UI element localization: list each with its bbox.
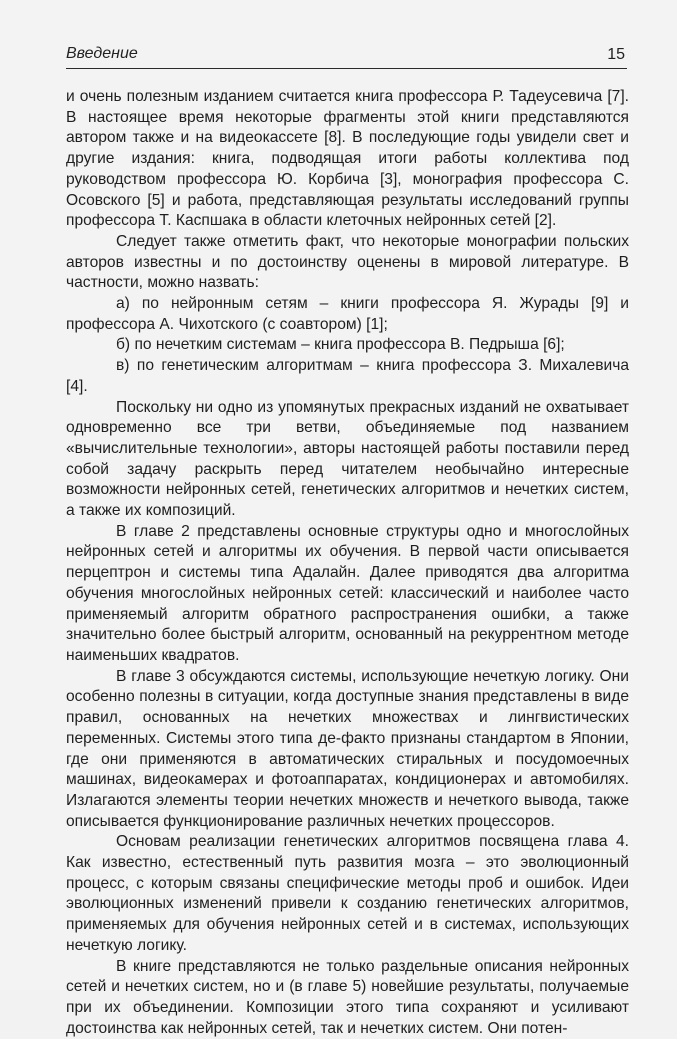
list-item-c: в) по генетическим алгоритмам – книга профессора З. Михалевича [4]. xyxy=(66,357,629,395)
paragraph-aim: Поскольку ни одно из упомянутых прекрасных изданий не охватывает одновременно все три ветви, объединяемые под названием «вычислительные технологии», авторы настоящей работы поставили перед собой задачу раскрыть перед читателем необычайно интересные возможности нейронных сетей, генетических алгоритмов и нечетких систем, а также их композиций. xyxy=(66,398,629,520)
running-header xyxy=(66,42,627,69)
page-number: 15 xyxy=(607,46,625,63)
list-item-b: б) по нечетким системам – книга профессора В. Педрыша [6]; xyxy=(116,336,565,354)
body-text xyxy=(66,87,629,1039)
paragraph-polish-authors: Следует также отметить факт, что некоторые монографии польских авторов известны и по достоинству оценены в мировой литературе. В частности, можно назвать: xyxy=(66,232,629,292)
paragraph-chapter-5: В книге представляются не только раздельные описания нейронных сетей и нечетких систем, но и (в главе 5) новейшие результаты, получаемые при их объединении. Композиции этого типа сохраняют и усиливают достоинства как нейронных сетей, так и нечетких систем. Они потен- xyxy=(66,957,629,1037)
paragraph-chapter-2: В главе 2 представлены основные структуры одно и многослойных нейронных сетей и алгоритмы их обучения. В первой части описывается перцептрон и системы типа Адалайн. Далее приводятся два алгоритма обучения многослойных нейронных сетей: классический и наиболее часто применяемый алгоритм обратного распространения ошибки, а также значительно более быстрый алгоритм, основанный на рекуррентном методе наименьших квадратов. xyxy=(66,522,629,664)
paragraph-chapter-3: В главе 3 обсуждаются системы, использующие нечеткую логику. Они особенно полезны в ситуации, когда доступные знания представлены в виде правил, основанных на нечетких множествах и лингвистических переменных. Системы этого типа де-факто признаны стандартом в Японии, где они применяются в автоматических стиральных и посудомоечных машинах, видеокамерах и фотоаппаратах, кондиционерах и автомобилях. Излагаются элементы теории нечетких множеств и нечеткого вывода, также описывается функционирование различных нечетких процессоров. xyxy=(66,667,629,830)
paragraph-continuation: и очень полезным изданием считается книга профессора Р. Тадеусевича [7]. В настоящее время некоторые фрагменты этой книги представляются автором также и на видеокассете [8]. В последующие годы увидели свет и другие издания: книга, подводящая итоги работы коллектива под руководством профессора Ю. Корбича [3], монография профессора С. Осовского [5] и работа, представляющая результаты исследований группы профессора Т. Каспшака в области клеточных нейронных сетей [2]. xyxy=(66,88,629,230)
list-item-a: а) по нейронным сетям – книги профессора Я. Журады [9] и профессора А. Чихотского (с соавтором) [1]; xyxy=(66,295,629,333)
paragraph-chapter-4: Основам реализации генетических алгоритмов посвящена глава 4. Как известно, естественный путь развития мозга – это эволюционный процесс, с которым связаны специфические методы проб и ошибок. Идеи эволюционных изменений привели к созданию генетических алгоритмов, применяемых для обучения нейронных сетей и в системах, использующих нечеткую логику. xyxy=(66,833,629,954)
chapter-title: Введение xyxy=(66,45,138,62)
